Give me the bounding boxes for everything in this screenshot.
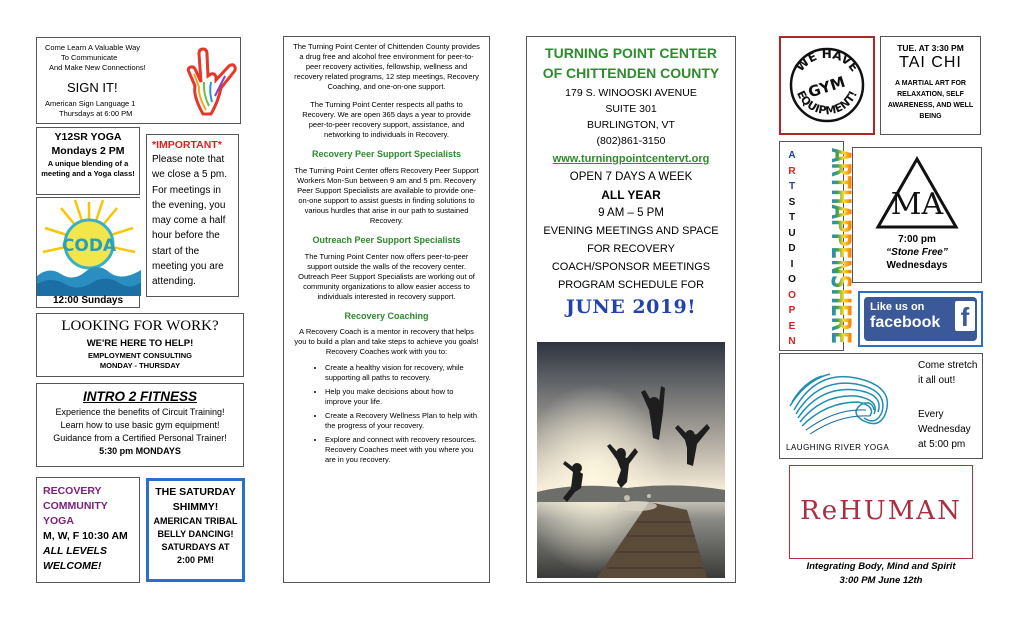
art-letter: R [788, 165, 796, 177]
important-body: Please note that we close a 5 pm. For meetings in the evening, you may come a half hour before the start of the meeting you are attending. [152, 154, 228, 288]
taichi-when: TUE. AT 3:30 PM [897, 43, 964, 53]
y12sr-yoga-box [36, 127, 140, 195]
fitness-title: INTRO 2 FITNESS [82, 389, 197, 404]
coda-caption: 12:00 Sundays [52, 295, 124, 306]
fitness-line1: Experience the benefits of Circuit Training! [55, 407, 225, 417]
y12sr-time: Mondays 2 PM [51, 145, 125, 157]
art-letter: O [788, 289, 796, 301]
open-hours: 9 AM – 5 PM [598, 207, 664, 219]
rehuman-tagline: Integrating Body, Mind and Spirit [806, 561, 956, 572]
sign-it-box [36, 37, 241, 124]
facebook-f-icon: f [955, 301, 975, 331]
coaching-bullet-list [325, 363, 480, 465]
work-line1: EMPLOYMENT CONSULTING [87, 351, 193, 360]
rcy-line1: RECOVERY [43, 485, 102, 497]
rcy-time: M, W, F 10:30 AM [43, 530, 128, 542]
coda-logo-icon [37, 198, 141, 296]
saturday-shimmy-box [146, 478, 245, 582]
outreach-paragraph: The Turning Point Center now offers peer-to-peer support outside the walls of the recovery center. Outreach Peer Support Specialists are working out of community organizations to allow easier access to individuals interested in recovery support. [298, 252, 475, 301]
laughing-line1: Come stretch it all out! [918, 360, 978, 386]
sign-heading: SIGN IT! [67, 80, 118, 95]
recovery-community-yoga-box [36, 477, 140, 583]
taichi-title: TAI CHI [899, 54, 962, 71]
coaching-bullet: • Explore and connect with recovery resources. Recovery Coaches meet with you where you are in you recovery. [325, 435, 480, 465]
section-heading-outreach: Outreach Peer Support Specialists [312, 235, 461, 245]
phone-number: (802)861-3150 [596, 135, 666, 147]
evening-line4: PROGRAM SCHEDULE FOR [557, 279, 705, 291]
gym-equipment-box [779, 36, 875, 135]
intro-paragraph-2: The Turning Point Center respects all paths to Recovery. We are open 365 days a year to provide peer-to-peer recovery support, assistance, and networking to individuals in Recovery. [302, 100, 471, 139]
all-year: ALL YEAR [601, 188, 661, 202]
y12sr-desc: A unique blending of a meeting and a Yoga class! [41, 159, 135, 178]
address-line2: SUITE 301 [605, 103, 657, 115]
rehuman-box [789, 465, 973, 559]
fitness-line2: Learn how to use basic gym equipment! [60, 420, 220, 430]
facebook-box[interactable] [858, 291, 983, 347]
important-box [146, 134, 239, 297]
coda-box [36, 197, 140, 308]
center-title-line2: OF CHITTENDEN COUNTY [542, 65, 720, 81]
intro-paragraph-1: The Turning Point Center of Chittenden County provides a drug free and alcohol free environment for peer-to-peer recovery activities, fellowship, wellness and recovery related programs, 12 step meetings, Recovery Coaching, and one-on-one support. [293, 42, 480, 91]
fitness-time: 5:30 pm MONDAYS [99, 446, 181, 456]
work-line2: MONDAY - THURSDAY [99, 361, 181, 370]
rehuman-time: 3:00 PM June 12th [839, 575, 923, 586]
ma-day: Wednesdays [886, 260, 948, 271]
facebook-line1: Like us on [870, 301, 925, 313]
section-heading-peer-support: Recovery Peer Support Specialists [311, 149, 462, 159]
important-title: *IMPORTANT* [152, 139, 222, 151]
rehuman-logo: ReHUMAN [800, 496, 962, 526]
ma-logo-icon [875, 156, 959, 230]
laughing-line2: Every Wednesday at 5:00 pm [918, 409, 971, 450]
fitness-line3: Guidance from a Certified Personal Trainer! [53, 433, 227, 443]
y12sr-title: Y12SR YOGA [54, 131, 122, 143]
section-heading-coaching: Recovery Coaching [344, 311, 429, 321]
about-panel [283, 36, 490, 583]
art-letter: T [788, 181, 796, 192]
coaching-bullet: • Create a Recovery Wellness Plan to help with the progress of your recovery. [325, 411, 480, 431]
rcy-note1: ALL LEVELS [43, 545, 107, 557]
address-line3: BURLINGTON, VT [587, 119, 675, 131]
evening-line2: FOR RECOVERY [587, 243, 675, 255]
svg-text:GYM: GYM [805, 72, 848, 102]
ma-time: 7:00 pm [898, 234, 936, 245]
sign-line3: And Make New Connections! [49, 63, 146, 72]
shimmy-line1: AMERICAN TRIBAL [153, 516, 238, 526]
art-letter: A [788, 150, 796, 161]
shimmy-title1: THE SATURDAY [155, 486, 236, 498]
shimmy-line4: 2:00 PM! [176, 555, 214, 565]
open-days: OPEN 7 DAYS A WEEK [569, 171, 693, 183]
art-letter: E [788, 320, 796, 332]
work-title: LOOKING FOR WORK? [61, 318, 219, 334]
art-studio-vertical-text [785, 148, 799, 350]
schedule-month: JUNE 2019! [565, 296, 697, 318]
cover-panel [526, 36, 736, 583]
coda-logo-text: CODA [61, 236, 117, 256]
jumping-dock-photo [537, 342, 725, 578]
rcy-line3: YOGA [43, 515, 74, 527]
center-title-line1: TURNING POINT CENTER [545, 45, 717, 61]
sign-line4: American Sign Language 1 [45, 99, 136, 108]
art-banner-text: ARTHAPPENSHERE [825, 148, 856, 431]
facebook-line2: facebook [870, 314, 941, 331]
evening-line3: COACH/SPONSOR MEETINGS [551, 261, 711, 273]
rcy-line2: COMMUNITY [43, 500, 108, 512]
svg-text:WE HAVE: WE HAVE [792, 46, 862, 75]
art-letter: N [788, 336, 796, 347]
sign-line5: Thursdays at 6:00 PM [59, 109, 133, 118]
taichi-desc: A MARTIAL ART FOR RELAXATION, SELF AWARENESS, AND WELL BEING [887, 80, 974, 120]
rcy-note2: WELCOME! [43, 560, 102, 572]
art-letter: D [788, 243, 796, 254]
sign-line2: To Communicate [61, 53, 118, 62]
shimmy-title2: SHIMMY! [172, 501, 219, 513]
sign-language-hand-icon [185, 46, 237, 116]
shimmy-line3: SATURDAYS AT [161, 542, 230, 552]
laughing-river-yoga-box [779, 353, 983, 459]
shimmy-line2: BELLY DANCING! [157, 529, 234, 539]
coaching-bullet: • Help you make decisions about how to improve your life. [325, 387, 480, 407]
laughing-river-wave-logo [786, 360, 906, 440]
svg-text:EQUIPMENT!: EQUIPMENT! [794, 88, 860, 118]
ma-name: “Stone Free” [886, 247, 948, 258]
art-letter: S [788, 196, 796, 208]
art-letter: U [788, 227, 796, 239]
evening-line1: EVENING MEETINGS AND SPACE [543, 225, 719, 237]
art-letter: O [788, 274, 796, 285]
facebook-badge[interactable] [864, 297, 977, 341]
ma-stone-free-box [852, 147, 982, 283]
art-happens-here-banner [804, 146, 856, 431]
art-letter: T [788, 212, 796, 223]
ma-logo-text: MA [890, 187, 944, 222]
sign-line1: Come Learn A Valuable Way [45, 43, 141, 52]
laughing-river-name: LAUGHING RIVER YOGA [786, 443, 890, 452]
address-line1: 179 S. WINOOSKI AVENUE [565, 87, 697, 99]
art-letter: I [790, 258, 794, 270]
coaching-bullet: • Create a healthy vision for recovery, while supporting all paths to recovery. [325, 363, 480, 383]
coaching-paragraph: A Recovery Coach is a mentor in recovery that helps you to build a plan and take steps to achieve you goals! Recovery Coaches work with you to: [294, 327, 479, 356]
art-studio-box [779, 141, 856, 431]
work-sub: WE'RE HERE TO HELP! [86, 338, 194, 349]
tai-chi-box [880, 36, 981, 135]
gym-equipment-stamp-icon [781, 38, 873, 133]
peer-support-paragraph: The Turning Point Center offers Recovery Peer Support Workers Mon-Sun between 9 am and 5 pm. Recovery Peer Support Specialists are available to provide one-on-one support to assist guests in finding solutions to various hurdles that arise in our path to sustained Recovery. [294, 166, 479, 225]
art-letter: P [788, 305, 796, 316]
intro-fitness-box [36, 383, 244, 467]
website-link[interactable]: www.turningpointcentervt.org [552, 153, 710, 165]
looking-for-work-box [36, 313, 244, 377]
